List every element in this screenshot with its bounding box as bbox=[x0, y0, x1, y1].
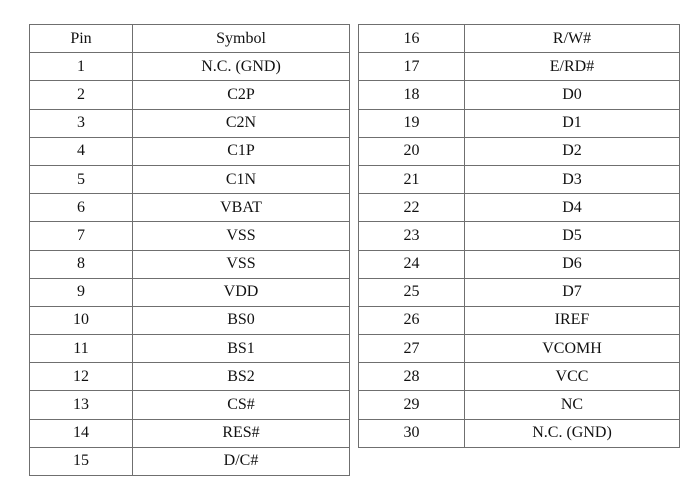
table-row bbox=[30, 222, 350, 250]
table-row bbox=[359, 165, 680, 193]
table-row bbox=[359, 109, 680, 137]
table-row bbox=[359, 363, 680, 391]
pin-symbol: D/C# bbox=[133, 447, 350, 475]
pin-number: 19 bbox=[359, 109, 465, 137]
pin-symbol: VSS bbox=[133, 222, 350, 250]
pin-symbol: VSS bbox=[133, 250, 350, 278]
pin-number: 9 bbox=[30, 278, 133, 306]
pin-symbol: CS# bbox=[133, 391, 350, 419]
pin-symbol: BS2 bbox=[133, 363, 350, 391]
table-row bbox=[359, 81, 680, 109]
table-row bbox=[359, 250, 680, 278]
pin-number: 6 bbox=[30, 194, 133, 222]
pin-symbol: C2P bbox=[133, 81, 350, 109]
table-header-row bbox=[30, 25, 350, 53]
pin-number: 26 bbox=[359, 306, 465, 334]
pin-symbol: D3 bbox=[465, 165, 680, 193]
pin-number: 7 bbox=[30, 222, 133, 250]
pin-symbol: BS1 bbox=[133, 335, 350, 363]
pin-number: 2 bbox=[30, 81, 133, 109]
pin-symbol: C2N bbox=[133, 109, 350, 137]
table-row bbox=[30, 391, 350, 419]
pin-table-left bbox=[29, 24, 350, 476]
table-row bbox=[30, 250, 350, 278]
pin-symbol: D7 bbox=[465, 278, 680, 306]
table-row bbox=[359, 53, 680, 81]
pin-number: 16 bbox=[359, 25, 465, 53]
pin-number: 29 bbox=[359, 391, 465, 419]
pin-symbol: IREF bbox=[465, 306, 680, 334]
pin-symbol: VCOMH bbox=[465, 335, 680, 363]
pin-symbol: D2 bbox=[465, 137, 680, 165]
pin-symbol: R/W# bbox=[465, 25, 680, 53]
table-row bbox=[30, 447, 350, 475]
pin-symbol: D5 bbox=[465, 222, 680, 250]
pin-symbol: RES# bbox=[133, 419, 350, 447]
pin-symbol: D4 bbox=[465, 194, 680, 222]
pin-number: 8 bbox=[30, 250, 133, 278]
pin-table-right-body bbox=[359, 25, 680, 448]
pin-number: 10 bbox=[30, 306, 133, 334]
pin-number: 30 bbox=[359, 419, 465, 447]
pin-number: 21 bbox=[359, 165, 465, 193]
pin-table-left-body bbox=[30, 25, 350, 476]
pin-symbol: VDD bbox=[133, 278, 350, 306]
table-row bbox=[359, 137, 680, 165]
table-row bbox=[30, 335, 350, 363]
table-row bbox=[359, 278, 680, 306]
pin-number: 25 bbox=[359, 278, 465, 306]
table-row bbox=[30, 194, 350, 222]
pin-symbol: C1P bbox=[133, 137, 350, 165]
pin-number: 23 bbox=[359, 222, 465, 250]
pin-number: 27 bbox=[359, 335, 465, 363]
table-row bbox=[359, 222, 680, 250]
pin-symbol: D1 bbox=[465, 109, 680, 137]
pin-number: 14 bbox=[30, 419, 133, 447]
pin-symbol: N.C. (GND) bbox=[465, 419, 680, 447]
pin-number: 28 bbox=[359, 363, 465, 391]
table-row bbox=[30, 137, 350, 165]
pin-number: 18 bbox=[359, 81, 465, 109]
pin-number: 12 bbox=[30, 363, 133, 391]
pin-symbol: VCC bbox=[465, 363, 680, 391]
pin-symbol: E/RD# bbox=[465, 53, 680, 81]
pin-number: 11 bbox=[30, 335, 133, 363]
pin-number: 20 bbox=[359, 137, 465, 165]
table-row bbox=[359, 25, 680, 53]
table-row bbox=[30, 53, 350, 81]
table-row bbox=[30, 278, 350, 306]
pin-number: 3 bbox=[30, 109, 133, 137]
pin-number: 24 bbox=[359, 250, 465, 278]
pin-number: 22 bbox=[359, 194, 465, 222]
pin-symbol: N.C. (GND) bbox=[133, 53, 350, 81]
pin-symbol: C1N bbox=[133, 165, 350, 193]
pin-number: 1 bbox=[30, 53, 133, 81]
table-row bbox=[359, 391, 680, 419]
pin-symbol: D6 bbox=[465, 250, 680, 278]
table-row bbox=[30, 306, 350, 334]
table-row bbox=[30, 363, 350, 391]
table-row bbox=[30, 81, 350, 109]
table-row bbox=[30, 109, 350, 137]
pin-number: 4 bbox=[30, 137, 133, 165]
pin-number: 5 bbox=[30, 165, 133, 193]
table-row bbox=[359, 419, 680, 447]
pin-symbol: D0 bbox=[465, 81, 680, 109]
table-row bbox=[30, 165, 350, 193]
pin-number: 15 bbox=[30, 447, 133, 475]
table-row bbox=[359, 335, 680, 363]
pin-symbol: VBAT bbox=[133, 194, 350, 222]
pin-number: 17 bbox=[359, 53, 465, 81]
header-symbol: Symbol bbox=[133, 25, 350, 53]
pin-symbol: NC bbox=[465, 391, 680, 419]
pin-symbol: BS0 bbox=[133, 306, 350, 334]
pin-table-right bbox=[358, 24, 680, 448]
table-row bbox=[359, 306, 680, 334]
pin-number: 13 bbox=[30, 391, 133, 419]
table-row bbox=[359, 194, 680, 222]
header-pin: Pin bbox=[30, 25, 133, 53]
table-row bbox=[30, 419, 350, 447]
